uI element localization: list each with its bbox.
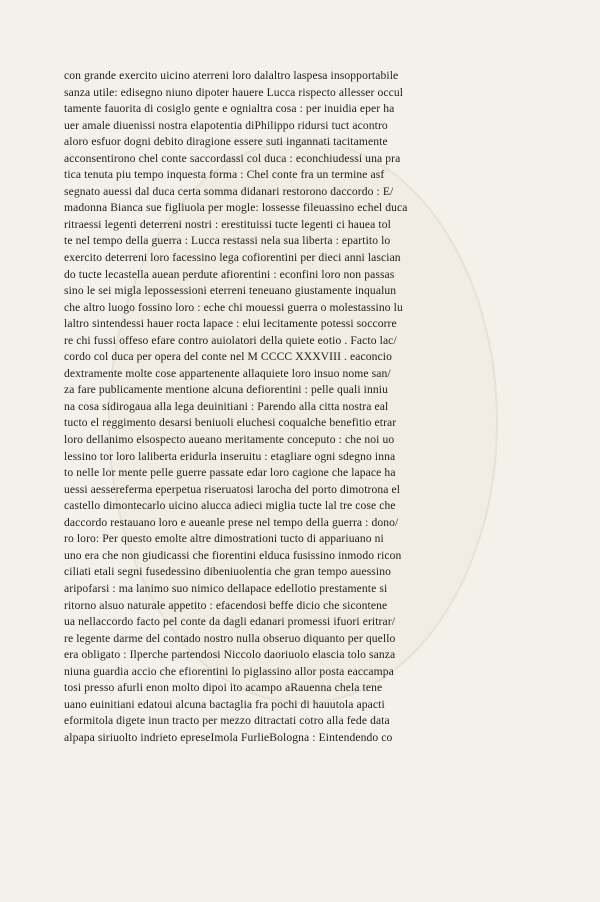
text-line: niuna guardia accio che efiorentini lo piglassino allor posta eaccampa bbox=[64, 664, 394, 678]
text-line: aripofarsi : ma lanimo suo nimico dellapace edellotio prestamente si bbox=[64, 581, 388, 595]
text-line: loro dellanimo elsospecto aueano meritamente conceputo : che noi uo bbox=[64, 433, 395, 447]
text-line: castello dimontecarlo uicino alucca adieci miglia tucte lal tre cose che bbox=[64, 499, 396, 513]
text-line: tica tenuta piu tempo inquesta forma : Chel conte fra un termine asf bbox=[64, 168, 385, 182]
text-line: era obligato : Ilperche partendosi Niccolo daoriuolo elascia tolo sanza bbox=[64, 648, 396, 662]
text-line: madonna Bianca sue figliuola per mogle: lossesse fileuassino echel duca bbox=[64, 201, 408, 215]
text-line: ua nellaccordo facto pel conte da dagli edanari promessi ifuori eritrar/ bbox=[64, 615, 396, 629]
body-text bbox=[64, 68, 544, 746]
text-line: ro loro: Per questo emolte altre dimostrationi tucto di appariuano ni bbox=[64, 532, 384, 546]
text-line: uer amale diuenissi nostra elapotentia diPhilippo ridursi tuct acontro bbox=[64, 118, 388, 132]
text-line: na cosa sidirogaua alla lega deuinitiani : Parendo alla citta nostra eal bbox=[64, 399, 389, 413]
text-line: segnato auessi dal duca certa somma didanari restorono daccordo : E/ bbox=[64, 184, 394, 198]
text-line: uno era che non giudicassi che fiorentini elduca fusissino inmodo ricon bbox=[64, 548, 402, 562]
text-line: za fare publicamente mentione alcuna defiorentini : pelle quali inniu bbox=[64, 383, 388, 397]
text-line: exercito deterreni loro facessino lega cofiorentini per dieci anni lascian bbox=[64, 251, 401, 265]
text-line: dextramente molte cose appartenente allaquiete loro insuo nome san/ bbox=[64, 366, 391, 380]
text-line: aloro esfuor dogni debito diragione essere suti ingannati tacitamente bbox=[64, 135, 388, 149]
text-line: laltro sintendessi hauer rocta lapace : elui lecitamente potessi soccorre bbox=[64, 317, 397, 331]
text-line: ciliati etali segni fusedessino dibeniuolentia che gran tempo auessino bbox=[64, 565, 392, 579]
text-line: re chi fussi offeso efare contro auiolatori della quiete eotio . Facto lac/ bbox=[64, 333, 397, 347]
text-line: daccordo restauano loro e aueanle prese nel tempo della guerra : dono/ bbox=[64, 515, 399, 529]
text-line: lessino tor loro laliberta eridurla inseruitu : etagliare ogni sdegno inna bbox=[64, 449, 396, 463]
text-line: do tucte lecastella auean perdute afiorentini : econfini loro non passas bbox=[64, 267, 395, 281]
text-line: tamente fauorita di cosiglo gente e ognialtra cosa : per inuidia eper ha bbox=[64, 102, 395, 116]
text-line: te nel tempo della guerra : Lucca restassi nela sua liberta : epartito lo bbox=[64, 234, 391, 248]
text-line: che altro luogo fossino loro : eche chi mouessi guerra o molestassino lu bbox=[64, 300, 403, 314]
text-line: uessi aessereferma eperpetua riseruatosi larocha del porto dimotrona el bbox=[64, 482, 401, 496]
text-line: uano euinitiani edatoui alcuna bactaglia fra pochi di hauutola apacti bbox=[64, 697, 385, 711]
text-line: sino le sei migla lepossessioni eterreni teneuano giustamente inqualun bbox=[64, 284, 397, 298]
text-line: re legente darme del contado nostro nulla obseruo diquanto per quello bbox=[64, 631, 396, 645]
text-line: con grande exercito uicino aterreni loro dalaltro laspesa insopportabile bbox=[64, 69, 399, 82]
text-line: to nelle lor mente pelle guerre passate edar loro cagione che lapace ha bbox=[64, 466, 396, 480]
text-line: eformitola digete inun tracto per mezzo ditractati cotro alla fede data bbox=[64, 714, 390, 728]
text-line: cordo col duca per opera del conte nel M CCCC XXXVIII . eaconcio bbox=[64, 350, 393, 364]
text-line: alpapa siriuolto indrieto epreseImola FurlieBologna : Eintendendo co bbox=[64, 730, 393, 744]
text-line: ritraessi legenti deterreni nostri : erestituissi tucte legenti ci hauea tol bbox=[64, 217, 391, 231]
text-line: ritorno alsuo naturale appetito : efacendosi beffe dicio che sicontene bbox=[64, 598, 388, 612]
text-line: sanza utile: edisegno niuno dipoter hauere Lucca rispecto allesser occul bbox=[64, 85, 404, 99]
text-line: tosi presso afurli enon molto dipoi ito acampo aRauenna chela tene bbox=[64, 681, 383, 695]
text-line: acconsentirono chel conte saccordassi col duca : econchiudessi una pra bbox=[64, 151, 401, 165]
text-line: tucto el reggimento desarsi beniuoli eluchesi coqualche benefitio etrar bbox=[64, 416, 397, 430]
